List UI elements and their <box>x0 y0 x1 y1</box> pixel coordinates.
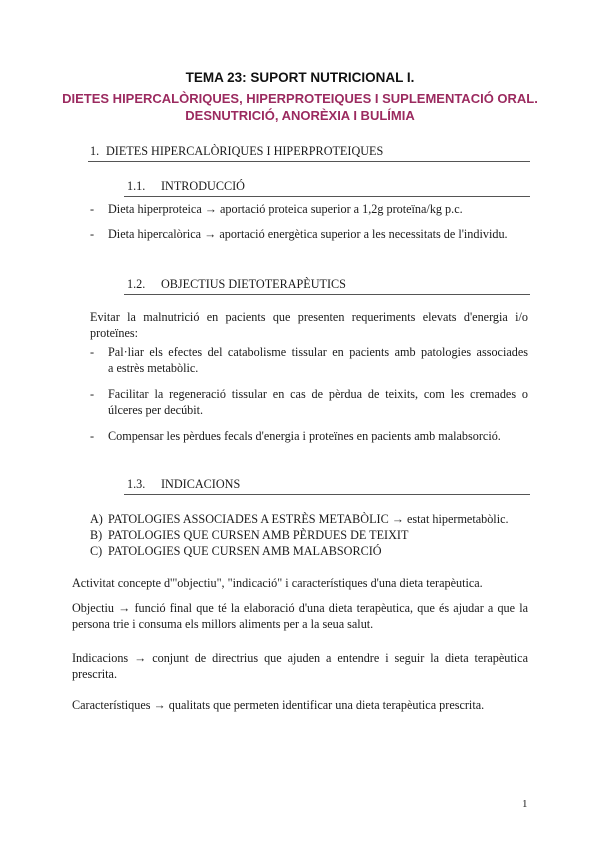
section1-number: 1. <box>90 144 100 158</box>
page-title: TEMA 23: SUPORT NUTRICIONAL I. <box>185 70 415 85</box>
sub12-intro-line1: Evitar la malnutrició en pacients que presenten requeriments elevats d'energia i/o <box>90 310 528 324</box>
objectiu-line2: persona trie i consuma els millors aliments per a la seua salut. <box>72 617 374 631</box>
indication-letter: C) <box>90 544 103 558</box>
list-item-continuation: úlceres per decúbit. <box>108 403 204 417</box>
sub13-title: INDICACIONS <box>161 477 241 491</box>
bullet-dash: - <box>90 387 95 401</box>
bullet-dash: - <box>90 345 95 359</box>
indication-item: PATOLOGIES ASSOCIADES A ESTRÈS METABÒLIC → estat hipermetabòlic. <box>108 512 509 526</box>
section1-title: DIETES HIPERCALÒRIQUES I HIPERPROTEIQUES <box>106 144 384 158</box>
indication-item: PATOLOGIES QUE CURSEN AMB MALABSORCIÓ <box>108 544 382 558</box>
indication-letter: A) <box>90 512 103 526</box>
indication-letter: B) <box>90 528 103 542</box>
bullet-dash: - <box>90 429 95 443</box>
sub11-number: 1.1. <box>127 179 146 193</box>
indicacions-line2: prescrita. <box>72 667 118 681</box>
sub12-number: 1.2. <box>127 277 146 291</box>
indicacions-line1: Indicacions → conjunt de directrius que ajuden a entendre i seguir la dieta terapèutica <box>72 651 528 665</box>
sub12-rule <box>124 294 530 295</box>
list-item: Compensar les pèrdues fecals d'energia i proteïnes en pacients amb malabsorció. <box>108 429 501 443</box>
bullet-dash: - <box>90 202 95 216</box>
sub12-title: OBJECTIUS DIETOTERAPÈUTICS <box>161 277 346 291</box>
bullet-dash: - <box>90 227 95 241</box>
section1-rule <box>88 161 530 162</box>
sub13-rule <box>124 494 530 495</box>
sub13-number: 1.3. <box>127 477 146 491</box>
sub11-rule <box>124 196 530 197</box>
page-subtitle-line1: DIETES HIPERCALÒRIQUES, HIPERPROTEIQUES I SUPLEMENTACIÓ ORAL. <box>62 91 538 106</box>
list-item: Dieta hipercalòrica → aportació energètica superior a les necessitats de l'individu. <box>108 227 508 241</box>
activity-line: Activitat concepte d'"objectiu", "indicació" i característiques d'una dieta terapèutica. <box>72 576 483 590</box>
list-item: Dieta hiperproteica → aportació proteica superior a 1,2g proteïna/kg p.c. <box>108 202 463 216</box>
page-number: 1 <box>522 798 528 810</box>
list-item: Pal·liar els efectes del catabolisme tissular en pacients amb patologies associades <box>108 345 528 359</box>
sub12-intro-line2: proteïnes: <box>90 326 139 340</box>
list-item: Facilitar la regeneració tissular en cas de pèrdua de teixits, com les cremades o <box>108 387 528 401</box>
page-subtitle-line2: DESNUTRICIÓ, ANORÈXIA I BULÍMIA <box>185 108 415 123</box>
list-item-continuation: a estrès metabòlic. <box>108 361 199 375</box>
caracteristiques-line: Característiques → qualitats que permeten identificar una dieta terapèutica prescrita. <box>72 698 485 712</box>
indication-item: PATOLOGIES QUE CURSEN AMB PÈRDUES DE TEIXIT <box>108 528 409 542</box>
sub11-title: INTRODUCCIÓ <box>161 179 245 193</box>
objectiu-line1: Objectiu → funció final que té la elaboració d'una dieta terapèutica, que és ajudar a que la <box>72 601 528 615</box>
